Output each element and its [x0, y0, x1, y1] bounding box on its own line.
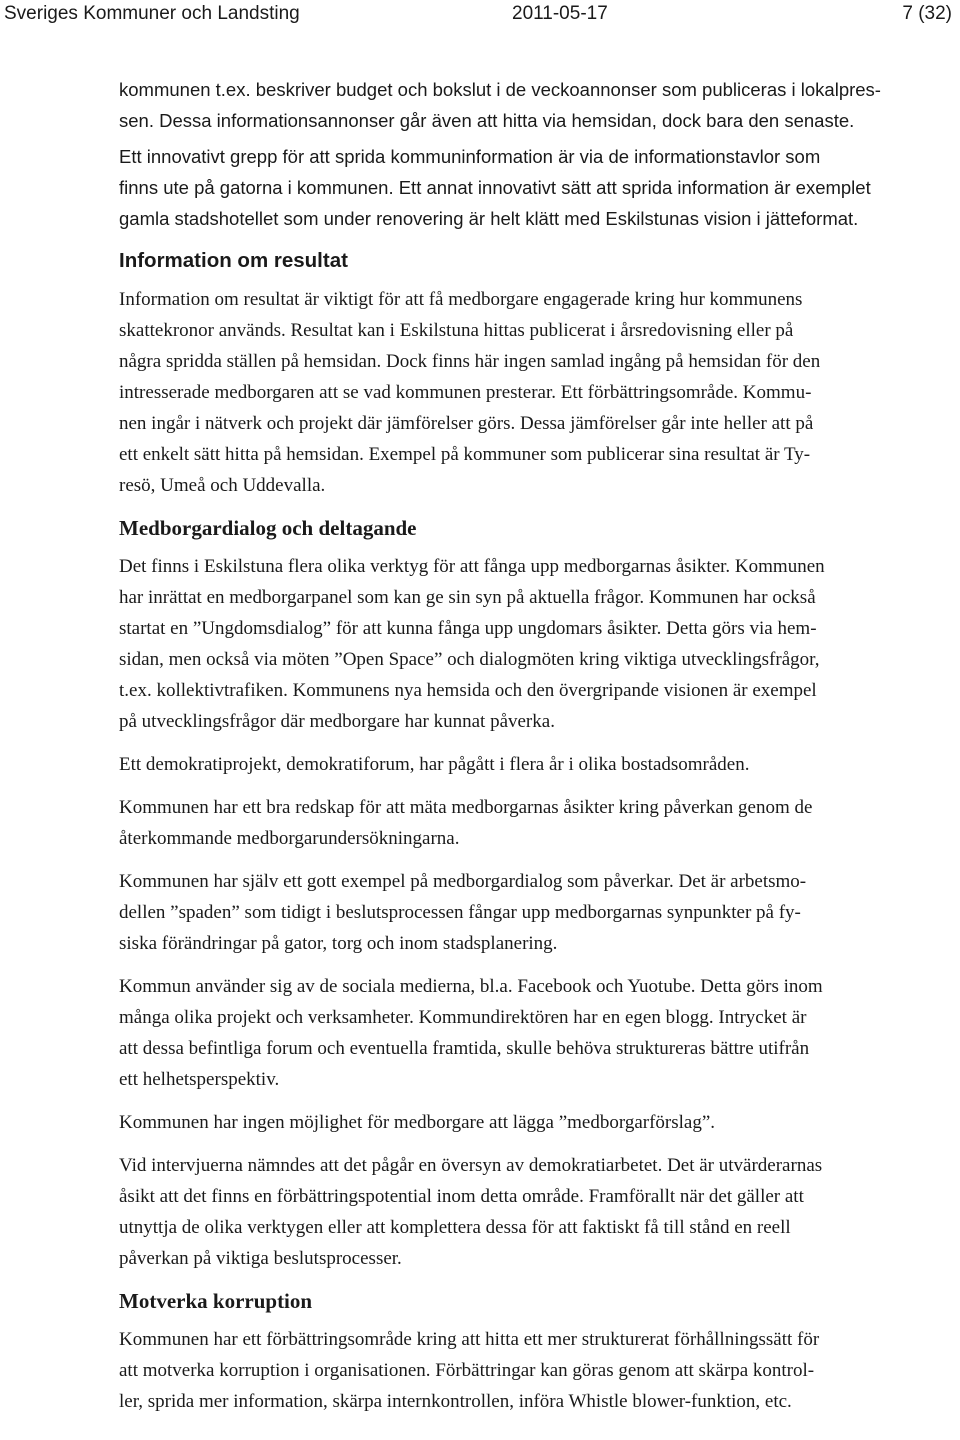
- text-line: ett enkelt sätt hitta på hemsidan. Exempel på kommuner som publicerar sina resultat är Ty-: [119, 444, 811, 465]
- text-line: att motverka korruption i organisationen. Förbättringar kan göras genom att skärpa kontrol-: [119, 1360, 815, 1381]
- text-line: har inrättat en medborgarpanel som kan ge sin syn på aktuella frågor. Kommunen har också: [119, 587, 816, 608]
- text-line: på utvecklingsfrågor där medborgare har kunnat påverka.: [119, 711, 555, 732]
- medborgardialog-paragraph-1: [119, 551, 959, 737]
- text-line: finns ute på gatorna i kommunen. Ett annat innovativt sätt att sprida information är exemplet: [119, 177, 871, 198]
- text-line: Ett innovativt grepp för att sprida kommuninformation är via de informationstavlor som: [119, 146, 821, 167]
- text-line: Information om resultat är viktigt för att få medborgare engagerade kring hur kommunens: [119, 289, 803, 310]
- page-header: [4, 2, 952, 26]
- section-heading-resultat: Information om resultat: [119, 249, 348, 272]
- text-line: Ett demokratiprojekt, demokratiforum, har pågått i flera år i olika bostadsområden.: [119, 754, 750, 775]
- resultat-paragraph: [119, 284, 959, 501]
- text-line: sen. Dessa informationsannonser går även att hitta via hemsidan, dock bara den senaste.: [119, 110, 855, 131]
- korruption-paragraph: [119, 1324, 959, 1417]
- text-line: nen ingår i nätverk och projekt där jämförelser görs. Dessa jämförelser går inte heller att på: [119, 413, 814, 434]
- text-line: Kommunen har ett förbättringsområde kring att hitta ett mer strukturerat förhållningssätt för: [119, 1329, 820, 1350]
- text-line: påverkan på viktiga beslutsprocesser.: [119, 1248, 402, 1269]
- section-heading-medborgardialog: Medborgardialog och deltagande: [119, 516, 417, 540]
- text-line: ett helhetsperspektiv.: [119, 1069, 280, 1090]
- header-page-number: 7 (32): [902, 3, 952, 24]
- text-line: många olika projekt och verksamheter. Kommundirektören har en egen blogg. Intrycket är: [119, 1007, 807, 1028]
- text-line: att dessa befintliga forum och eventuella framtida, skulle behöva struktureras bättre utifrån: [119, 1038, 810, 1059]
- text-line: utnyttja de olika verktygen eller att komplettera dessa för att faktiskt få till stånd en reell: [119, 1217, 791, 1238]
- text-line: startat en ”Ungdomsdialog” för att kunna fånga upp ungdomars åsikter. Detta görs via hem-: [119, 618, 817, 639]
- intro-paragraph-2: [119, 141, 959, 234]
- text-line: skattekronor används. Resultat kan i Eskilstuna hittas publicerat i årsredovisning eller på: [119, 320, 794, 341]
- text-line: t.ex. kollektivtrafiken. Kommunens nya hemsida och den övergripande visionen är exempel: [119, 680, 817, 701]
- intro-paragraph-1: [119, 74, 959, 136]
- text-line: Kommun använder sig av de sociala medierna, bl.a. Facebook och Yuotube. Detta görs inom: [119, 976, 823, 997]
- header-date: 2011-05-17: [512, 3, 608, 24]
- text-line: kommunen t.ex. beskriver budget och bokslut i de veckoannonser som publiceras i lokalpres-: [119, 79, 881, 100]
- text-line: Kommunen har ingen möjlighet för medborgare att lägga ”medborgarförslag”.: [119, 1112, 716, 1133]
- header-organization: Sveriges Kommuner och Landsting: [4, 3, 300, 24]
- text-line: åsikt att det finns en förbättringspotential inom detta område. Framförallt när det gäller att: [119, 1186, 804, 1207]
- medborgardialog-paragraph-6: [119, 1107, 959, 1138]
- text-line: Kommunen har själv ett gott exempel på medborgardialog som påverkar. Det är arbetsmo-: [119, 871, 807, 892]
- text-line: resö, Umeå och Uddevalla.: [119, 475, 326, 496]
- text-line: intresserade medborgaren att se vad kommunen presterar. Ett förbättringsområde. Kommu-: [119, 382, 812, 403]
- text-line: sidan, men också via möten ”Open Space” och dialogmöten kring viktiga utvecklingsfrågor,: [119, 649, 820, 670]
- text-line: Kommunen har ett bra redskap för att mäta medborgarnas åsikter kring påverkan genom de: [119, 797, 813, 818]
- document-body: [119, 74, 959, 1429]
- text-line: Vid intervjuerna nämndes att det pågår en översyn av demokratiarbetet. Det är utvärderarnas: [119, 1155, 823, 1176]
- text-line: siska förändringar på gator, torg och inom stadsplanering.: [119, 933, 558, 954]
- medborgardialog-paragraph-7: [119, 1150, 959, 1274]
- section-heading-korruption: Motverka korruption: [119, 1289, 313, 1313]
- medborgardialog-paragraph-3: [119, 792, 959, 854]
- text-line: återkommande medborgarundersökningarna.: [119, 828, 460, 849]
- text-line: dellen ”spaden” som tidigt i beslutsprocessen fångar upp medborgarnas synpunkter på fy-: [119, 902, 801, 923]
- text-line: några spridda ställen på hemsidan. Dock finns här ingen samlad ingång på hemsidan för den: [119, 351, 821, 372]
- medborgardialog-paragraph-2: [119, 749, 959, 780]
- text-line: ler, sprida mer information, skärpa internkontrollen, införa Whistle blower-funktion, etc.: [119, 1391, 792, 1412]
- text-line: Det finns i Eskilstuna flera olika verktyg för att fånga upp medborgarnas åsikter. Kommunen: [119, 556, 825, 577]
- medborgardialog-paragraph-4: [119, 866, 959, 959]
- medborgardialog-paragraph-5: [119, 971, 959, 1095]
- text-line: gamla stadshotellet som under renovering är helt klätt med Eskilstunas vision i jätteformat.: [119, 208, 859, 229]
